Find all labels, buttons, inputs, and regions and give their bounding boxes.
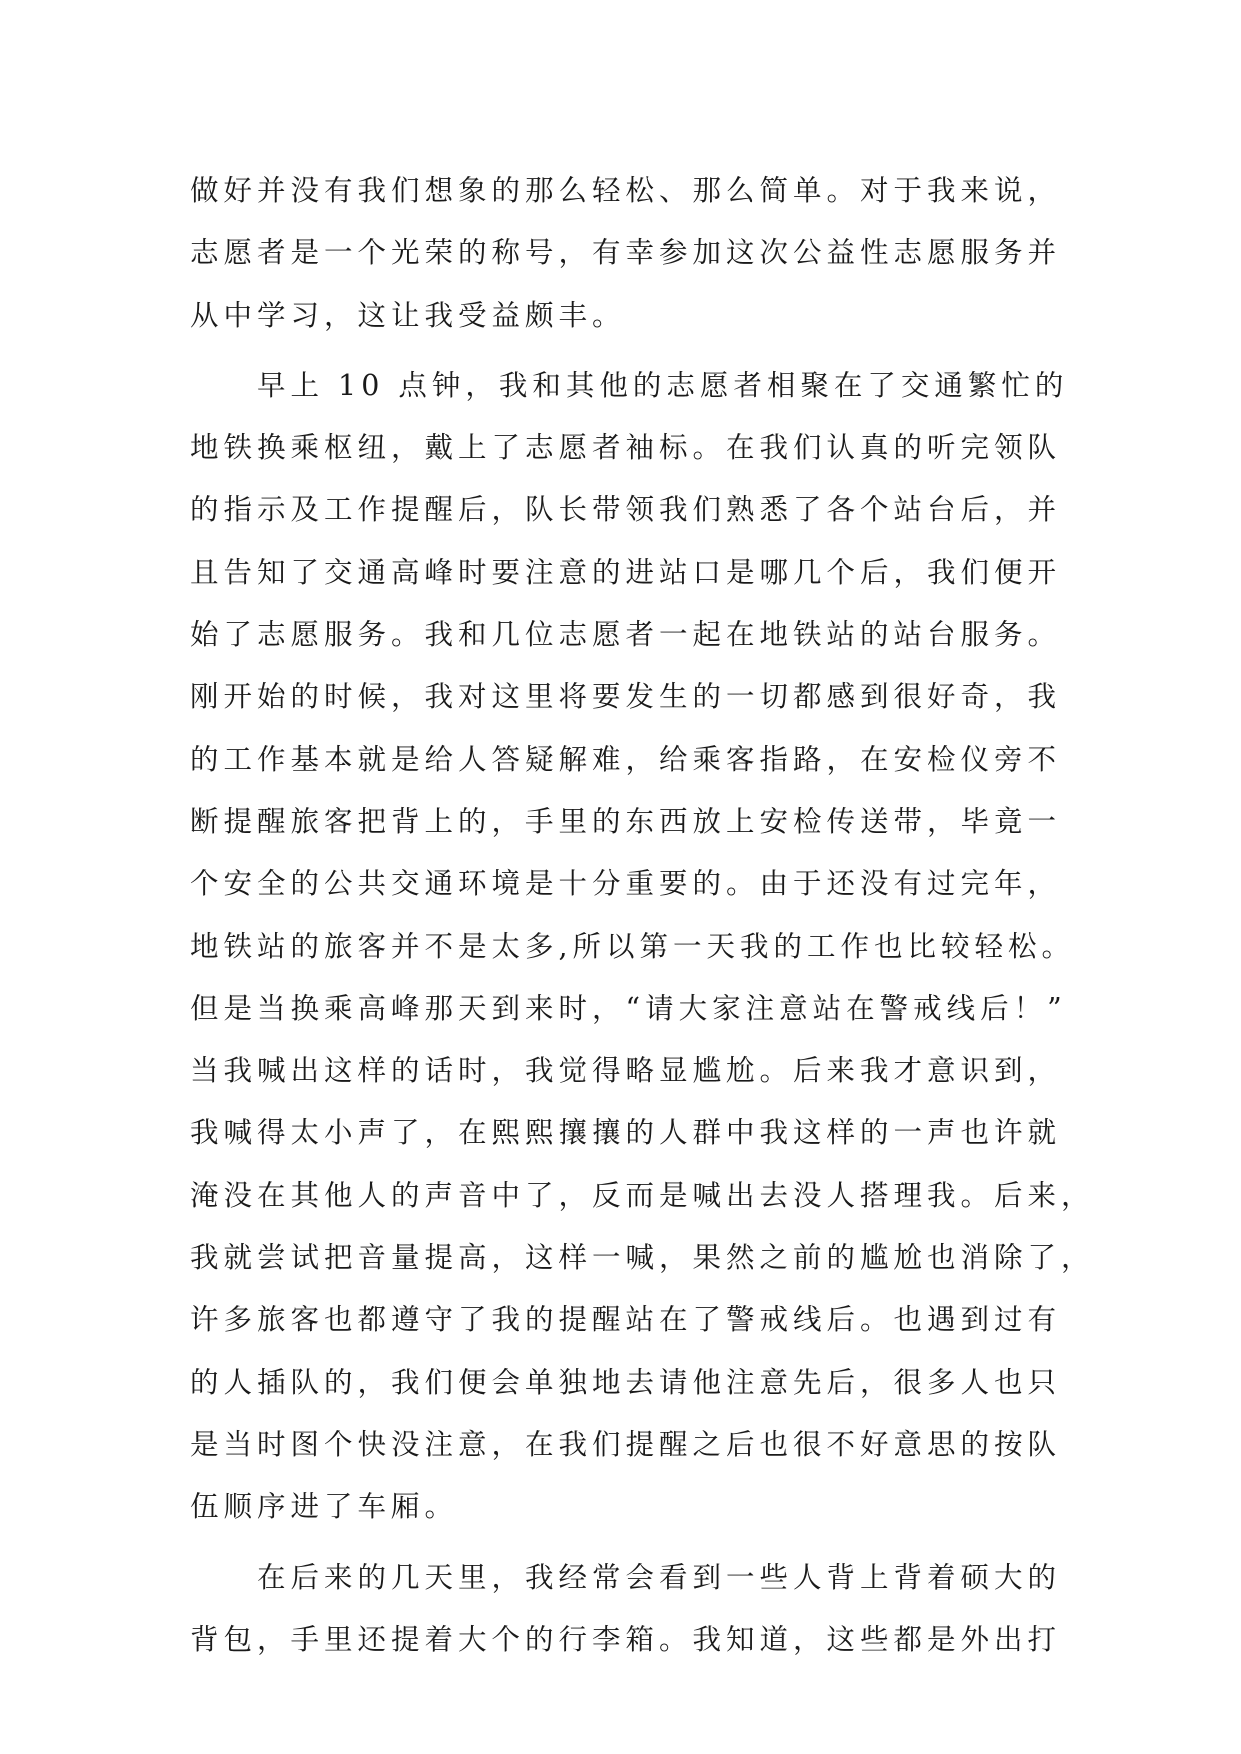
text-line: 是当时图个快没注意，在我们提醒之后也很不好意思的按队 [190,1427,1062,1461]
text-line: 地铁换乘枢纽，戴上了志愿者袖标。在我们认真的听完领队 [190,431,1062,465]
text-line: 且告知了交通高峰时要注意的进站口是哪几个后，我们便开 [190,555,1062,589]
text-line: 当我喊出这样的话时，我觉得略显尴尬。后来我才意识到， [190,1054,1062,1088]
text-line: 断提醒旅客把背上的，手里的东西放上安检传送带，毕竟一 [190,804,1062,838]
text-line: 在后来的几天里，我经常会看到一些人背上背着硕大的 [257,1560,1062,1594]
text-line: 早上 10 点钟，我和其他的志愿者相聚在了交通繁忙的 [257,368,1069,402]
text-line: 从中学习，这让我受益颇丰。 [190,298,626,332]
text-line: 但是当换乘高峰那天到来时，“请大家注意站在警戒线后！” [190,991,1067,1025]
text-line: 我就尝试把音量提高，这样一喊，果然之前的尴尬也消除了， [190,1241,1095,1275]
text-line: 伍顺序进了车厢。 [190,1490,459,1524]
text-line: 的工作基本就是给人答疑解难，给乘客指路，在安检仪旁不 [190,742,1062,776]
text-line: 个安全的公共交通环境是十分重要的。由于还没有过完年， [190,867,1062,901]
text-line: 我喊得太小声了，在熙熙攘攘的人群中我这样的一声也许就 [190,1116,1062,1150]
text-line: 刚开始的时候，我对这里将要发生的一切都感到很好奇，我 [190,680,1062,714]
paragraph-gap [190,1539,1060,1547]
text-line: 的人插队的，我们便会单独地去请他注意先后，很多人也只 [190,1365,1062,1399]
paragraph-2 [190,355,1095,1539]
text-line: 做好并没有我们想象的那么轻松、那么简单。对于我来说， [190,174,1062,207]
text-line: 的指示及工作提醒后，队长带领我们熟悉了各个站台后，并 [190,493,1062,527]
text-line: 淹没在其他人的声音中了，反而是喊出去没人搭理我。后来， [190,1178,1095,1212]
paragraph-3 [190,1547,1060,1672]
text-line: 地铁站的旅客并不是太多,所以第一天我的工作也比较轻松。 [190,929,1076,963]
text-line: 始了志愿服务。我和几位志愿者一起在地铁站的站台服务。 [190,618,1062,652]
body-text [190,160,1095,1671]
paragraph-gap [190,347,1060,355]
paragraph-1 [190,160,1060,347]
text-line: 背包，手里还提着大个的行李箱。我知道，这些都是外出打 [190,1622,1062,1656]
text-line: 志愿者是一个光荣的称号，有幸参加这次公益性志愿服务并 [190,236,1062,270]
text-line: 许多旅客也都遵守了我的提醒站在了警戒线后。也遇到过有 [190,1303,1062,1337]
